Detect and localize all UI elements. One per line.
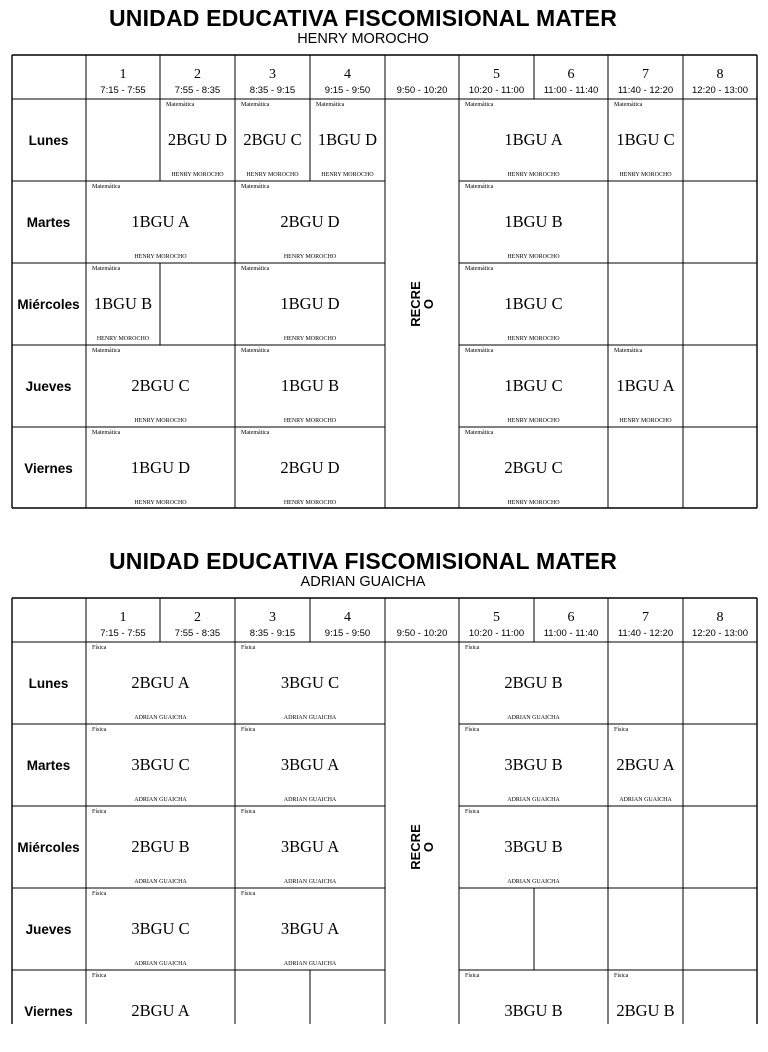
- cell-teacher-name: HENRY MOROCHO: [134, 418, 187, 424]
- period-time: 11:00 - 11:40: [543, 628, 599, 639]
- period-number: 7: [642, 67, 649, 82]
- subject-label: Matemática: [316, 102, 345, 108]
- subject-label: Física: [92, 973, 107, 979]
- period-time: 7:55 - 8:35: [174, 85, 221, 96]
- class-cell: [459, 888, 534, 970]
- cell-teacher-name: ADRIAN GUAICHA: [283, 715, 337, 721]
- cell-teacher-name: HENRY MOROCHO: [507, 254, 560, 260]
- period-time: 12:20 - 13:00: [692, 85, 748, 96]
- subject-label: Física: [614, 727, 629, 733]
- period-time: 7:55 - 8:35: [174, 628, 221, 639]
- period-number: 2: [194, 67, 201, 82]
- class-cell: [608, 724, 683, 806]
- class-group: 2BGU A: [131, 673, 190, 692]
- subject-label: Matemática: [92, 348, 121, 354]
- class-cell: [86, 724, 235, 806]
- cell-teacher-name: HENRY MOROCHO: [619, 172, 672, 178]
- class-group: 1BGU B: [504, 212, 563, 231]
- period-time: 10:20 - 11:00: [468, 85, 525, 96]
- subject-label: Matemática: [465, 266, 494, 272]
- cell-teacher-name: HENRY MOROCHO: [283, 254, 337, 260]
- class-group: 1BGU A: [616, 376, 675, 395]
- teacher-name-heading: ADRIAN GUAICHA: [300, 574, 426, 590]
- class-group: 2BGU A: [131, 1001, 190, 1020]
- class-group: 1BGU C: [504, 294, 563, 313]
- cell-teacher-name: HENRY MOROCHO: [134, 254, 187, 260]
- subject-label: Matemática: [465, 348, 494, 354]
- cell-teacher-name: HENRY MOROCHO: [321, 172, 374, 178]
- class-group: 2BGU B: [504, 673, 563, 692]
- cell-teacher-name: HENRY MOROCHO: [507, 418, 560, 424]
- day-label: Jueves: [25, 921, 72, 937]
- period-number: 8: [716, 610, 724, 625]
- subject-label: Matemática: [92, 184, 121, 190]
- subject-label: Matemática: [241, 430, 270, 436]
- subject-label: Física: [241, 727, 256, 733]
- class-group: 1BGU C: [616, 130, 675, 149]
- period-number: 4: [344, 67, 351, 82]
- class-group: 2BGU B: [616, 1001, 675, 1020]
- period-time: 8:35 - 9:15: [249, 628, 296, 639]
- period-time: 11:00 - 11:40: [543, 85, 599, 96]
- class-cell: [683, 888, 757, 970]
- subject-label: Física: [241, 645, 256, 651]
- subject-label: Física: [241, 891, 256, 897]
- class-cell: [235, 970, 310, 1052]
- class-group: 1BGU B: [93, 294, 153, 313]
- period-number: 4: [344, 610, 351, 625]
- period-number: 1: [119, 610, 127, 625]
- cell-teacher-name: HENRY MOROCHO: [171, 172, 224, 178]
- subject-label: Física: [92, 645, 107, 651]
- class-cell: [683, 806, 757, 888]
- class-cell: [235, 888, 385, 970]
- class-group: 3BGU B: [504, 1001, 563, 1020]
- day-label: Viernes: [24, 460, 73, 476]
- class-cell: [608, 888, 683, 970]
- recreo-text: RECRE O: [408, 281, 436, 327]
- class-group: 2BGU C: [131, 376, 190, 395]
- period-number: 6: [567, 67, 575, 82]
- cell-teacher-name: HENRY MOROCHO: [507, 336, 560, 342]
- recreo-text: RECRE O: [408, 824, 436, 870]
- class-group: 1BGU B: [280, 376, 340, 395]
- subject-label: Matemática: [241, 348, 270, 354]
- class-cell: [86, 806, 235, 888]
- class-cell: [459, 724, 608, 806]
- class-cell: [608, 806, 683, 888]
- class-group: 3BGU C: [280, 673, 340, 692]
- subject-label: Matemática: [614, 102, 643, 108]
- class-cell: [608, 970, 683, 1052]
- teacher-name-heading: HENRY MOROCHO: [297, 31, 429, 47]
- period-number: 8: [716, 67, 724, 82]
- class-cell: [534, 888, 608, 970]
- class-group: 2BGU B: [131, 837, 190, 856]
- class-group: 3BGU C: [131, 755, 190, 774]
- class-group: 1BGU C: [504, 376, 563, 395]
- class-group: 1BGU A: [504, 130, 563, 149]
- subject-label: Física: [465, 809, 480, 815]
- day-label: Martes: [26, 214, 71, 230]
- class-group: 1BGU D: [317, 130, 378, 149]
- period-time: 9:15 - 9:50: [324, 628, 371, 639]
- class-cell: [683, 970, 757, 1052]
- subject-label: Matemática: [465, 430, 494, 436]
- school-title: UNIDAD EDUCATIVA FISCOMISIONAL MATER: [108, 5, 618, 31]
- cell-teacher-name: ADRIAN GUAICHA: [283, 797, 337, 803]
- cell-teacher-name: HENRY MOROCHO: [507, 500, 560, 506]
- cell-teacher-name: ADRIAN GUAICHA: [134, 797, 187, 803]
- period-time: 9:50 - 10:20: [396, 628, 448, 639]
- class-group: 3BGU B: [504, 837, 563, 856]
- cell-teacher-name: ADRIAN GUAICHA: [134, 879, 187, 885]
- period-number: 5: [493, 610, 500, 625]
- class-cell: [86, 888, 235, 970]
- day-label: Lunes: [28, 675, 69, 691]
- period-time: 11:40 - 12:20: [617, 628, 674, 639]
- school-title: UNIDAD EDUCATIVA FISCOMISIONAL MATER: [108, 548, 618, 574]
- cell-teacher-name: HENRY MOROCHO: [134, 500, 187, 506]
- class-group: 2BGU C: [243, 130, 302, 149]
- cell-teacher-name: HENRY MOROCHO: [283, 418, 337, 424]
- subject-label: Matemática: [92, 266, 121, 272]
- period-number: 2: [194, 610, 201, 625]
- cell-teacher-name: ADRIAN GUAICHA: [134, 715, 187, 721]
- cell-teacher-name: ADRIAN GUAICHA: [507, 797, 560, 803]
- period-number: 1: [119, 67, 127, 82]
- day-label: Lunes: [28, 132, 69, 148]
- subject-label: Matemática: [241, 184, 270, 190]
- period-time: 7:15 - 7:55: [100, 85, 146, 96]
- cell-teacher-name: ADRIAN GUAICHA: [507, 715, 560, 721]
- day-label: Viernes: [24, 1003, 73, 1019]
- cell-teacher-name: HENRY MOROCHO: [96, 336, 150, 342]
- class-cell: [310, 970, 385, 1052]
- subject-label: Física: [92, 891, 107, 897]
- day-label: Jueves: [25, 378, 72, 394]
- subject-label: Física: [614, 973, 629, 979]
- subject-label: Matemática: [241, 102, 270, 108]
- class-group: 2BGU A: [616, 755, 675, 774]
- cell-teacher-name: ADRIAN GUAICHA: [283, 961, 337, 967]
- period-number: 5: [493, 67, 500, 82]
- cell-teacher-name: ADRIAN GUAICHA: [507, 879, 560, 885]
- subject-label: Física: [241, 809, 256, 815]
- class-group: 3BGU C: [131, 919, 190, 938]
- class-group: 1BGU D: [130, 458, 191, 477]
- class-cell: [235, 806, 385, 888]
- class-cell: [683, 724, 757, 806]
- subject-label: Matemática: [166, 102, 195, 108]
- class-group: 2BGU D: [280, 212, 340, 231]
- class-cell: [459, 806, 608, 888]
- class-cell: [608, 642, 683, 724]
- day-label: Miércoles: [17, 839, 80, 855]
- class-group: 2BGU D: [167, 130, 228, 149]
- subject-label: Matemática: [465, 102, 494, 108]
- subject-label: Matemática: [614, 348, 643, 354]
- cell-teacher-name: HENRY MOROCHO: [507, 172, 560, 178]
- class-group: 1BGU D: [280, 294, 340, 313]
- subject-label: Matemática: [465, 184, 494, 190]
- recreo-label: [385, 642, 459, 1052]
- class-cell: [459, 642, 608, 724]
- period-number: 7: [642, 610, 649, 625]
- class-cell: [86, 642, 235, 724]
- period-number: 6: [567, 610, 575, 625]
- class-cell: [459, 970, 608, 1052]
- class-cell: [235, 724, 385, 806]
- subject-label: Física: [465, 727, 480, 733]
- subject-label: Física: [465, 973, 480, 979]
- cell-teacher-name: ADRIAN GUAICHA: [134, 961, 187, 967]
- subject-label: Matemática: [92, 430, 121, 436]
- cell-teacher-name: HENRY MOROCHO: [283, 336, 337, 342]
- class-cell: [683, 642, 757, 724]
- class-group: 3BGU B: [504, 755, 563, 774]
- period-time: 9:15 - 9:50: [324, 85, 371, 96]
- subject-label: Física: [92, 809, 107, 815]
- class-group: 2BGU C: [504, 458, 563, 477]
- subject-label: Física: [465, 645, 480, 651]
- class-group: 2BGU D: [280, 458, 340, 477]
- class-group: 3BGU A: [280, 837, 340, 856]
- cell-teacher-name: HENRY MOROCHO: [619, 418, 672, 424]
- cell-teacher-name: HENRY MOROCHO: [283, 500, 337, 506]
- period-number: 3: [269, 67, 276, 82]
- cell-teacher-name: ADRIAN GUAICHA: [619, 797, 672, 803]
- class-group: 3BGU A: [280, 919, 340, 938]
- period-time: 8:35 - 9:15: [249, 85, 296, 96]
- period-time: 11:40 - 12:20: [617, 85, 674, 96]
- period-time: 10:20 - 11:00: [468, 628, 525, 639]
- day-label: Martes: [26, 757, 71, 773]
- subject-label: Matemática: [241, 266, 270, 272]
- class-group: 3BGU A: [280, 755, 340, 774]
- class-cell: [86, 970, 235, 1052]
- period-time: 7:15 - 7:55: [100, 628, 146, 639]
- period-time: 9:50 - 10:20: [396, 85, 448, 96]
- cell-teacher-name: HENRY MOROCHO: [246, 172, 299, 178]
- subject-label: Física: [92, 727, 107, 733]
- period-number: 3: [269, 610, 276, 625]
- cell-teacher-name: ADRIAN GUAICHA: [283, 879, 337, 885]
- class-group: 1BGU A: [131, 212, 190, 231]
- period-time: 12:20 - 13:00: [692, 628, 748, 639]
- day-label: Miércoles: [17, 296, 80, 312]
- class-cell: [235, 642, 385, 724]
